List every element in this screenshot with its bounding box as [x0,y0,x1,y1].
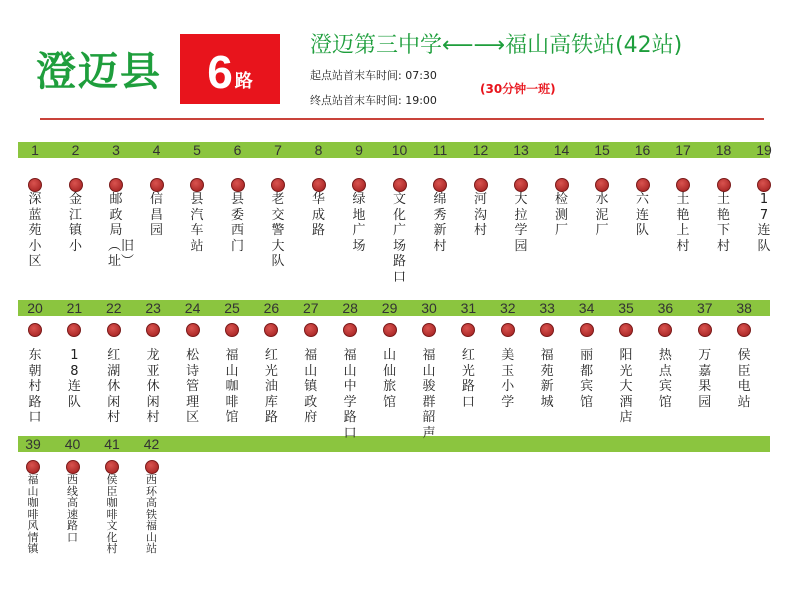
stop-name: 县汽车站 [190,192,204,254]
stop-marker-icon [383,323,397,337]
stop-number: 21 [66,300,83,316]
stop-marker-icon [501,323,515,337]
route-number: 6 [207,46,233,98]
stop-marker-icon [698,323,712,337]
stop-name: 检测厂 [554,192,568,238]
stop-marker-icon [105,460,119,474]
stop-name: 文化广场路口 [392,192,406,285]
stop-marker-icon [26,460,40,474]
stop-number: 37 [697,300,713,316]
route-line-title: 澄迈第三中学⟵⟶福山高铁站(42站) [310,33,683,58]
stop-marker-icon [231,178,245,192]
stop-marker-icon [107,323,121,337]
stop-marker-icon [28,178,42,192]
stop-name: 信昌园 [149,192,163,238]
header-divider [40,118,764,120]
stop-name: 红湖休闲村 [107,348,121,425]
stop-name: 老交警大队 [271,192,285,269]
stop-number: 5 [193,142,201,158]
stop-name: 福山镇政府 [304,348,318,425]
stop-name: 侯臣电站 [737,348,751,410]
stop-number: 17 [675,142,691,158]
stop-number: 33 [539,300,555,316]
stop-name: 金江镇小 [68,192,82,254]
stop-number: 19 [756,142,772,158]
stop-name: 华成路 [311,192,325,238]
stop-number: 32 [500,300,516,316]
stop-number: 35 [618,300,634,316]
stop-number: 41 [104,436,120,452]
stop-number: 14 [553,142,570,158]
stop-marker-icon [271,178,285,192]
stop-marker-icon [69,178,83,192]
stop-name: 福苑新城 [540,348,554,410]
stop-name: 丽都宾馆 [580,348,594,410]
stop-number: 6 [233,142,242,158]
stop-marker-icon [474,178,488,192]
stop-marker-icon [304,323,318,337]
stop-name: 万嘉果园 [698,348,712,410]
stop-name: 东朝村路口 [28,348,42,425]
stop-band-row-3 [18,436,770,452]
route-number-badge [180,34,280,104]
stop-number: 16 [634,142,651,158]
stop-name: 福山咖啡风情镇 [27,473,39,555]
stop-number: 36 [657,300,674,316]
stop-name: 山仙旅馆 [383,348,397,410]
stop-marker-icon [555,178,569,192]
stop-name: 18连队 [67,348,81,410]
stop-number: 42 [143,436,160,452]
stop-number: 38 [736,300,752,316]
stop-name: 福山咖啡馆 [225,348,239,425]
stop-number: 39 [25,436,41,452]
stop-number: 31 [460,300,477,316]
stop-marker-icon [676,178,690,192]
stop-marker-icon [67,323,81,337]
stop-number: 7 [274,142,282,158]
stop-number: 28 [342,300,358,316]
stop-number: 22 [106,300,122,316]
stop-name: 深蓝苑小区 [28,192,42,269]
stop-marker-icon [514,178,528,192]
stop-marker-icon [186,323,200,337]
stop-number: 8 [314,142,323,158]
stop-marker-icon [28,323,42,337]
end-station-times: 终点站首末车时间: 19:00 [310,94,437,107]
stop-number: 27 [303,300,319,316]
stop-name: 福山骏群韶声 [422,348,436,441]
stop-name: 热点宾馆 [658,348,672,410]
stop-number: 30 [421,300,437,316]
frequency-note: (30分钟一班) [480,82,556,96]
stop-marker-icon [393,178,407,192]
stop-number: 4 [152,142,161,158]
stop-marker-icon [636,178,650,192]
stop-number: 24 [184,300,201,316]
county-title: 澄迈县 [36,49,162,95]
stop-number: 1 [31,142,39,158]
stop-number: 2 [71,142,80,158]
stop-name: 福山中学路口 [343,348,357,441]
stop-name: 河沟村 [473,192,487,238]
stop-name: 土艳下村 [716,192,730,254]
stop-number: 3 [112,142,120,158]
stop-marker-icon [312,178,326,192]
stop-marker-icon [717,178,731,192]
stop-marker-icon [757,178,771,192]
stop-marker-icon [595,178,609,192]
stop-number: 20 [27,300,43,316]
stop-name: 松诗管理区 [186,348,200,425]
stop-number: 13 [513,142,529,158]
start-station-times: 起点站首末车时间: 07:30 [310,69,437,82]
stop-name: 美玉小学 [501,348,515,410]
stop-name: 县委西门 [230,192,244,254]
stop-number: 18 [715,142,732,158]
stop-name: 水泥厂 [595,192,609,238]
stop-number: 11 [432,142,448,158]
stop-marker-icon [150,178,164,192]
stop-number: 29 [381,300,398,316]
stop-marker-icon [352,178,366,192]
stop-number: 26 [263,300,280,316]
stop-marker-icon [145,460,159,474]
stop-marker-icon [146,323,160,337]
stop-marker-icon [619,323,633,337]
stop-number: 25 [224,300,240,316]
stop-name: 西环高铁福山站 [146,473,157,555]
stop-marker-icon [658,323,672,337]
stop-name: 土艳上村 [676,192,690,254]
route-suffix: 路 [234,71,253,92]
stop-name: 六连队 [635,192,649,238]
stop-name: 绵秀新村 [433,192,447,254]
stop-marker-icon [580,323,594,337]
stop-marker-icon [343,323,357,337]
stop-name: 红光路口 [461,348,475,410]
stop-number: 15 [594,142,610,158]
stop-marker-icon [264,323,278,337]
stop-name: 侯臣咖啡文化村 [106,473,118,555]
stop-number: 34 [578,300,595,316]
stop-number: 10 [391,142,408,158]
stop-marker-icon [66,460,80,474]
stop-marker-icon [461,323,475,337]
stop-number: 23 [145,300,161,316]
stop-name: 红光油库路 [264,348,278,425]
stop-marker-icon [190,178,204,192]
stop-number: 40 [64,436,81,452]
stop-name: 17连队 [757,192,771,254]
stop-number: 9 [355,142,363,158]
stop-marker-icon [109,178,123,192]
stop-name: 绿地广场 [352,192,366,254]
stop-number: 12 [472,142,489,158]
stop-name: 大拉学园 [514,192,528,254]
stop-marker-icon [422,323,436,337]
stop-marker-icon [540,323,554,337]
stop-name: 邮政局︵旧址︶ [108,192,135,269]
stop-marker-icon [737,323,751,337]
stop-name: 龙亚休闲村 [146,348,160,425]
stop-marker-icon [225,323,239,337]
stop-name: 西线高速路口 [67,473,78,544]
stop-name: 阳光大酒店 [619,348,633,425]
stop-marker-icon [433,178,447,192]
